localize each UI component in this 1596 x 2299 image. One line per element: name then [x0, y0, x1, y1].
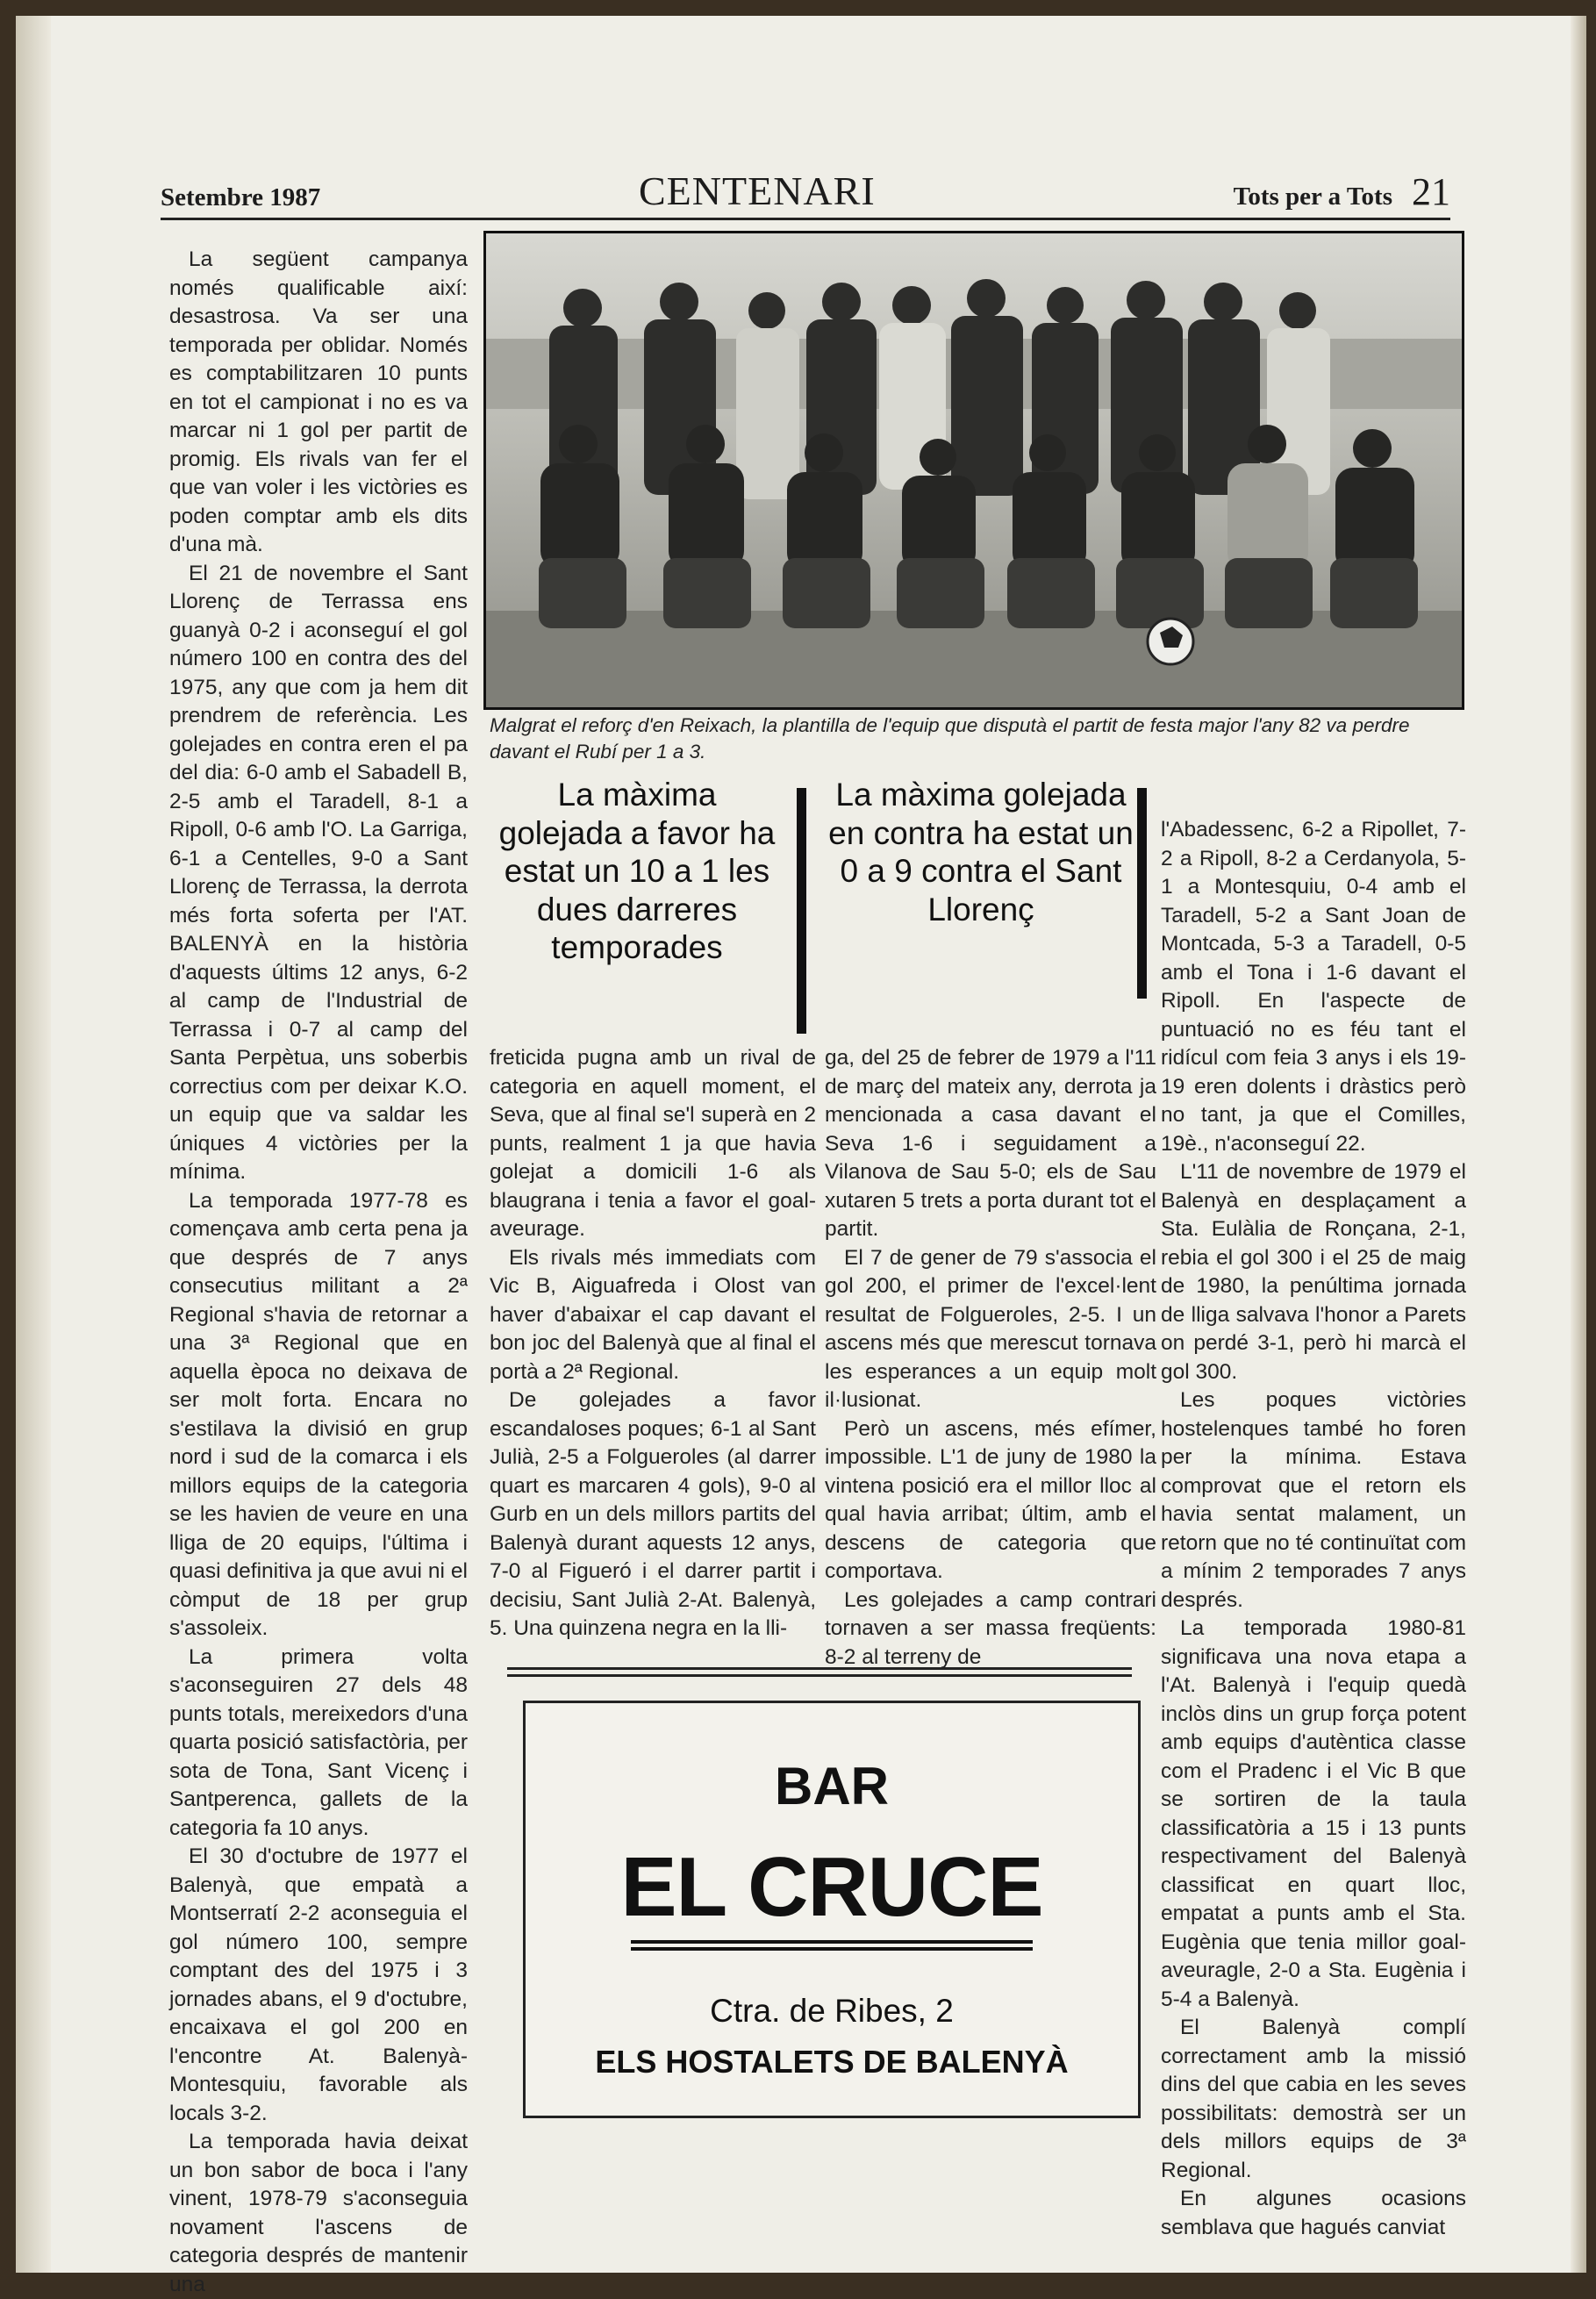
pullquote-right: La màxima golejada en contra ha estat un 0 a 9 contra el Sant Llorenç [828, 777, 1134, 927]
ad-town: ELS HOSTALETS DE BALENYÀ [595, 2044, 1069, 2080]
ad-business-name: EL CRUCE [620, 1840, 1043, 1934]
ad-separator [507, 1674, 1132, 1677]
paragraph: freticida pugna amb un rival de categoria en aquell moment, el Seva, que al final se'l superà en 2 punts, realment 1 ja que havia golejat a domicili 1-6 als blaugrana i tenia a favor el goal-aveurage. [490, 1046, 816, 1241]
pullquote-divider [1137, 788, 1147, 999]
paragraph: La temporada havia deixat un bon sabor de boca i l'any vinent, 1978-79 s'aconseguia novament l'ascens de categoria després de mantenir una [169, 2130, 468, 2296]
ad-line1: BAR [775, 1757, 889, 1816]
paragraph: Les poques victòries hostelenques també ho foren per la mínima. Estava comprovat que el retorn els havia sentat malament, un retorn que no té continuïtat com a mínim 2 temporades 7 anys després. [1161, 1388, 1466, 1612]
paragraph: Però un ascens, més efímer, impossible. L'1 de juny de 1980 la vintena posició era el millor lloc al qual havia arribat; últim, amb el descens de categoria que comportava. [825, 1416, 1156, 1583]
article-column-4 [1161, 816, 1466, 2242]
paragraph: El 21 de novembre el Sant Llorenç de Terrassa ens guanyà 0-2 i aconseguí el gol número 100 en contra des del 1975, any que com ja hem dit prendrem de referència. Les golejades en contra eren el pa del dia: 6-0 amb el Sabadell B, 2-5 amb el Taradell, 8-1 a Ripoll, 0-6 amb l'O. La Garriga, 6-1 a Centelles, 9-0 a Sant Llorenç de Terrassa, la derrota més forta soferta per l'AT. BALENYÀ en la història d'aquests últims 12 anys, 6-2 al camp de l'Industrial de Terrassa i 0-7 al camp del Santa Perpètua, uns soberbis correctius com per deixar K.O. un equip que va saldar les úniques 4 victòries per la mínima. [169, 561, 468, 1184]
pullquote-divider [797, 788, 806, 1034]
paragraph: Els rivals més immediats com Vic B, Aiguafreda i Olost van haver d'abaixar el cap davant el bon joc del Balenyà que al final el portà a 2ª Regional. [490, 1245, 816, 1384]
paragraph: La temporada 1977-78 es començava amb certa pena ja que després de 7 anys consecutius militant a 2ª Regional s'havia de retornar a una 3ª Regional que en aquella època no deixava de ser molt forta. Encara no s'estilava la divisió en grup nord i sud de la comarca i els millors equips de la categoria se les havien de veure en una lliga de 20 equips, l'última i quasi definitiva ja que avui ni el còmput de 18 per grup s'assoleix. [169, 1188, 468, 1640]
team-photo-icon [486, 233, 1462, 707]
ad-rule [631, 1947, 1033, 1951]
paragraph: De golejades a favor escandaloses poques; 6-1 al Sant Julià, 2-5 a Folgueroles (al darrer quart es marcaren 4 gols), 9-0 al Gurb en un dels millors partits del Balenyà durant aquests 12 anys, 7-0 al Figueró i el darrer partit i decisiu, Sant Julià 2-At. Balenyà, 5. Una quinzena negra en la lli- [490, 1388, 816, 1640]
ad-separator [507, 1667, 1132, 1670]
article-column-3 [825, 1044, 1156, 1672]
magazine-page [16, 16, 1586, 2296]
paragraph: El 30 d'octubre de 1977 el Balenyà, que empatà a Montserratí 2-2 aconseguia el gol número 100, sempre comptant des del 1975 i 3 jornades abans, el 9 d'octubre, encaixava el gol 200 en l'encontre At. Balenyà-Montesquiu, favorable als locals 3-2. [169, 1844, 468, 2125]
paragraph: En algunes ocasions semblava que hagués canviat [1161, 2187, 1466, 2239]
pullquote-left: La màxima golejada a favor ha estat un 10 a 1 les dues darreres temporades [498, 777, 776, 965]
paragraph: La següent campanya només qualificable així: desastrosa. Va ser una temporada per oblidar. Només es comptabilitzaren 10 punts en tot el campionat i no es va marcar ni 1 gol per partit de promig. Els rivals van fer el que van voler i les victòries es poden comptar amb els dits d'una mà. [169, 247, 468, 556]
ad-address: Ctra. de Ribes, 2 [710, 1993, 954, 2029]
article-column-1 [169, 246, 468, 2299]
paragraph: La primera volta s'aconseguiren 27 dels 48 punts totals, mereixedors d'una quarta posició satisfactòria, per sota de Tona, Sant Vicenç i Santperenca, gallets de la categoria fa 10 anys. [169, 1644, 468, 1840]
page-header [161, 156, 1450, 220]
publication-name: Tots per a Tots [1233, 183, 1392, 211]
page-number: 21 [1412, 170, 1450, 213]
paragraph: La temporada 1980-81 significava una nova etapa a l'At. Balenyà i l'equip quedà inclòs dins un grup força potent amb equips d'autèntica classe com el Pradenc i el Vic B que se sortiren de la taula classificatòria a 15 i 13 punts respectivament del Balenyà classificat en quart lloc, empatat a punts amb el Sta. Eugènia que tenia millor goal-aveuragle, 2-0 a Sta. Eugènia i 5-4 a Balenyà. [1161, 1616, 1466, 2011]
ad-rule [631, 1940, 1033, 1944]
team-photo [483, 231, 1464, 710]
bar-advertisement [523, 1701, 1141, 2118]
page-edge [1571, 16, 1586, 2273]
section-title: CENTENARI [639, 168, 876, 213]
paragraph: Les golejades a camp contrari tornaven a ser massa freqüents: 8-2 al terreny de [825, 1587, 1156, 1669]
photo-caption: Malgrat el reforç d'en Reixach, la plantilla de l'equip que disputà el partit de festa major l'any 82 va perdre davant el Rubí per 1 a 3. [490, 714, 1410, 763]
publication-info [1234, 169, 1450, 214]
paragraph: l'Abadessenc, 6-2 a Ripollet, 7-2 a Ripoll, 8-2 a Cerdanyola, 5-1 a Montesquiu, 0-4 amb el Taradell, 5-2 a Sant Joan de Montcada, 5-3 a Taradell, 0-5 amb el Tona i 1-6 davant el Ripoll. En l'aspecte de puntuació no es féu tant el ridícul com feia 3 anys i els 19-19 eren dolents i dràstics però no tant, ja que el Comilles, 19è., n'aconseguí 22. [1161, 818, 1466, 1156]
paragraph: El 7 de gener de 79 s'associa el gol 200, el primer de l'excel·lent resultat de Folgueroles, 2-5. I un ascens més que merescut tornava les esperances a un equip molt il·lusionat. [825, 1245, 1156, 1412]
paragraph: El Balenyà complí correctament amb la missió dins del que cabia en les seves possibilitats: demostrà ser un dels millors equips de 3ª Regional. [1161, 2016, 1466, 2182]
issue-date: Setembre 1987 [161, 183, 321, 211]
article-column-2 [490, 1044, 816, 1644]
paragraph: ga, del 25 de febrer de 1979 a l'11 de març del mateix any, derrota ja mencionada a casa davant el Seva 1-6 i seguidament a Vilanova de Sau 5-0; els de Sau xutaren 5 trets a porta durant tot el partit. [825, 1046, 1156, 1241]
binding-gutter [16, 16, 51, 2273]
paragraph: L'11 de novembre de 1979 el Balenyà en desplaçament a Sta. Eulàlia de Ronçana, 2-1, rebia el gol 300 i el 25 de maig de 1980, la penúltima jornada de lliga salvava l'honor a Parets on perdé 3-1, però hi marcà el gol 300. [1161, 1160, 1466, 1384]
